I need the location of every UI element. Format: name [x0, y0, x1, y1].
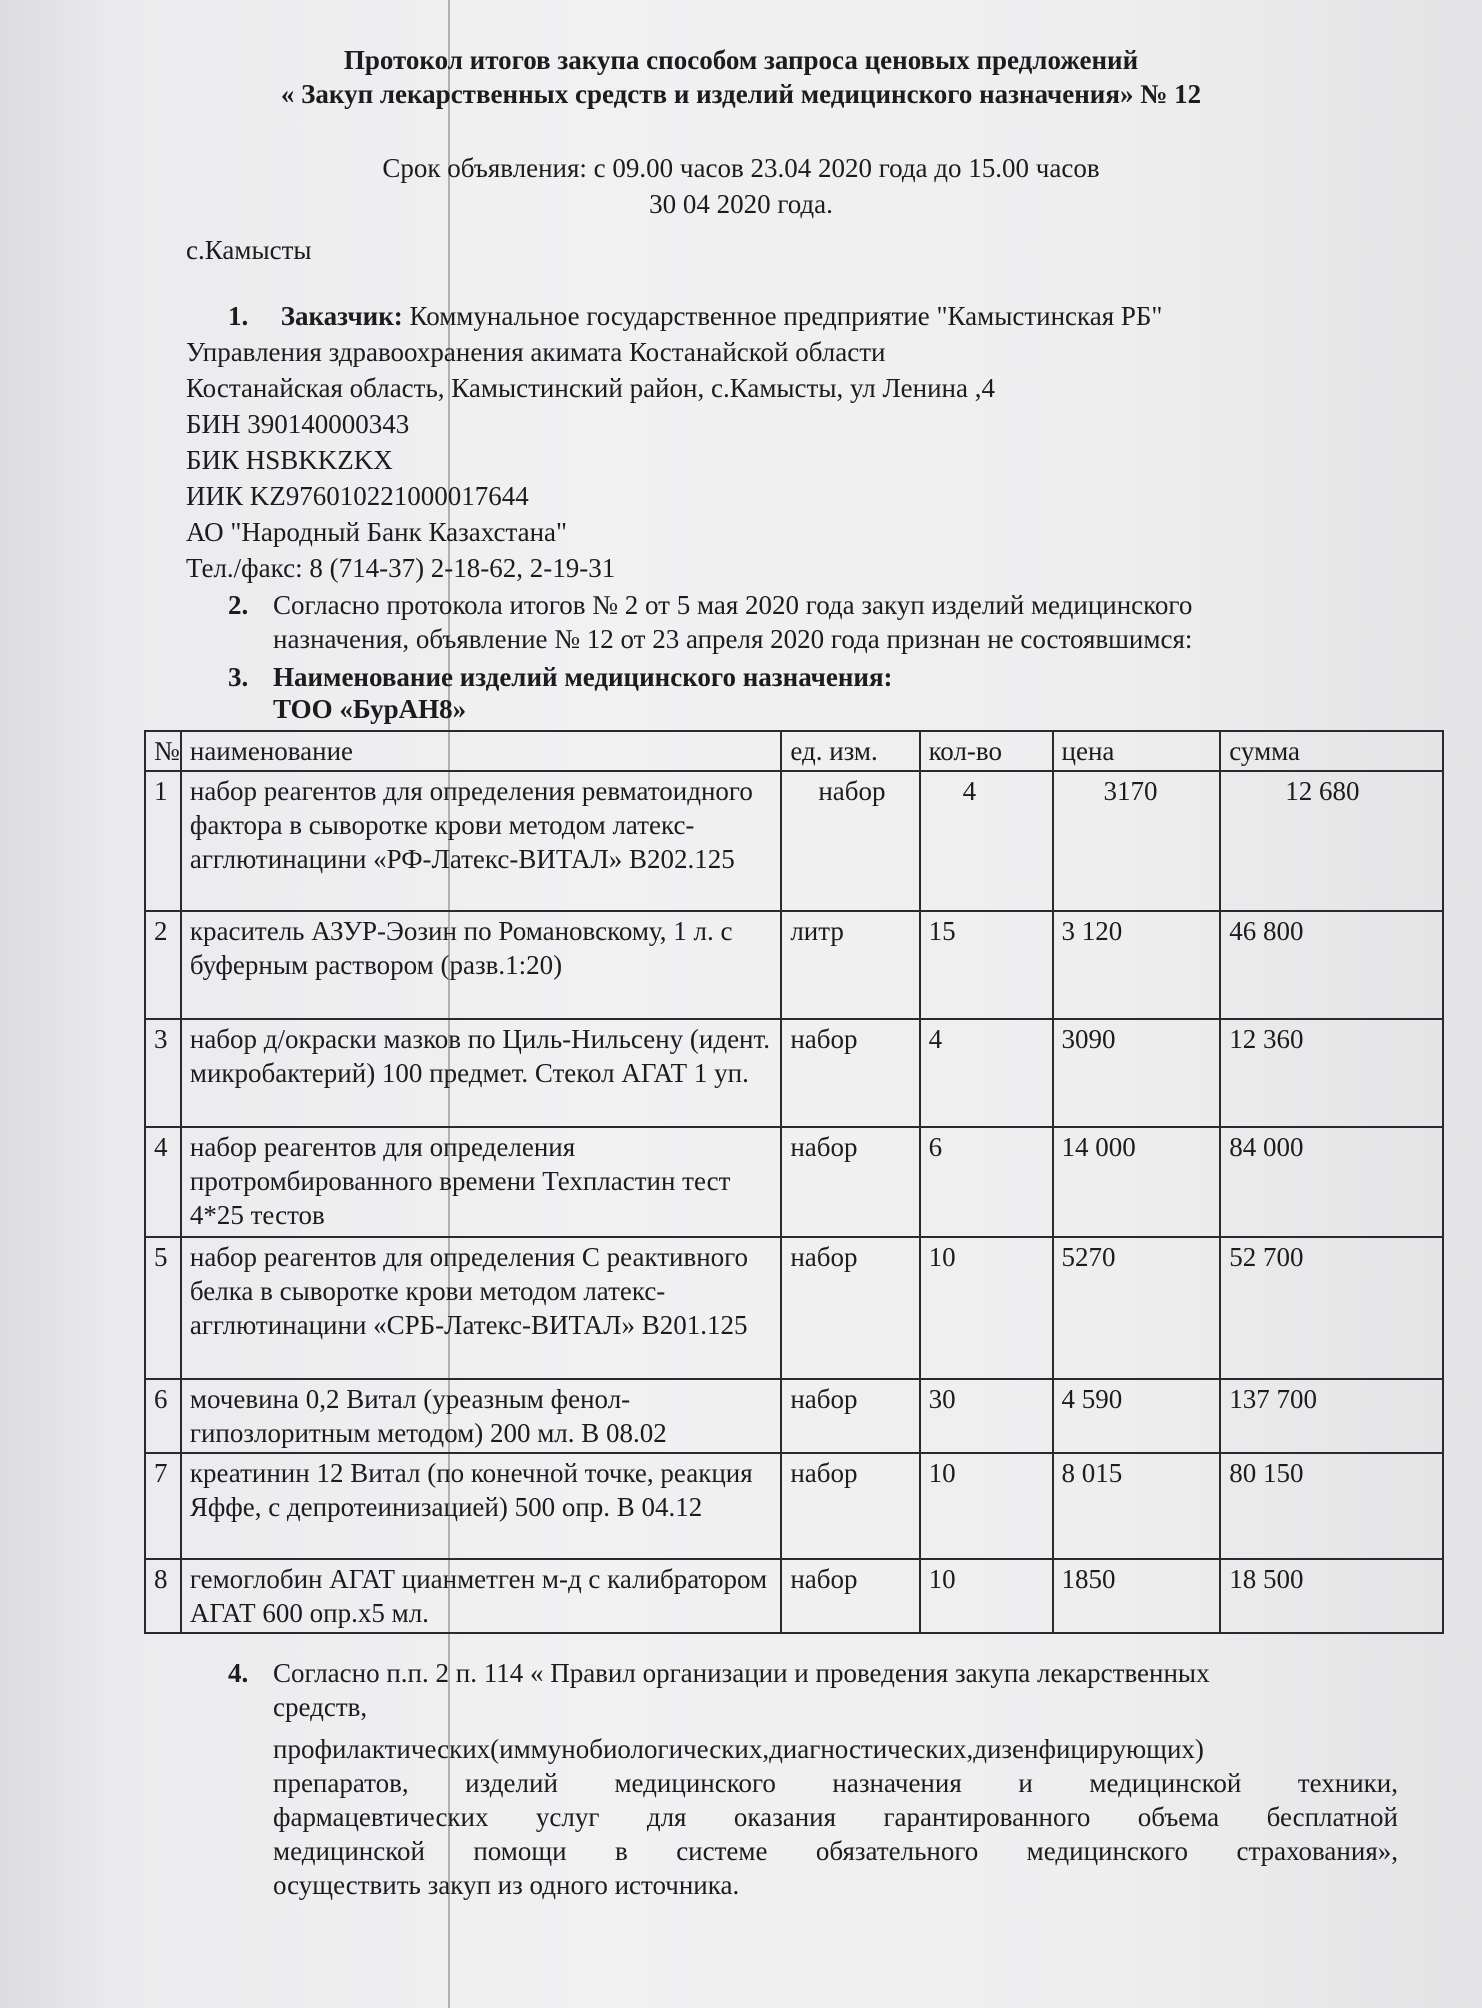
header-number: №: [145, 731, 181, 771]
item-4-line4: препаратов, изделий медицинского назначения и медицинской техники,: [273, 1768, 1398, 1798]
row-number: 8: [145, 1559, 181, 1633]
row-sum: 137 700: [1220, 1379, 1443, 1453]
table-row: [145, 1379, 1443, 1453]
table-row: [145, 1237, 1443, 1379]
deadline-line2: 30 04 2020 года.: [649, 189, 833, 219]
item-4: [228, 1656, 1398, 1902]
row-name: краситель АЗУР-Эозин по Романовскому, 1 л. с буферным раствором (разв.1:20): [181, 911, 781, 1019]
row-price: 1850: [1053, 1559, 1221, 1633]
item-4-line5: фармацевтических услуг для оказания гарантированного объема бесплатной: [273, 1802, 1398, 1832]
row-quantity: 4: [920, 1019, 1053, 1127]
item-2-number: 2.: [228, 590, 249, 620]
row-sum: 80 150: [1220, 1453, 1443, 1559]
header-unit: ед. изм.: [781, 731, 919, 771]
row-sum: 46 800: [1220, 911, 1443, 1019]
row-name: мочевина 0,2 Витал (уреазным фенол-гипозлоритным методом) 200 мл. В 08.02: [181, 1379, 781, 1453]
row-number: 3: [145, 1019, 181, 1127]
customer-number: 1.: [228, 301, 249, 331]
row-unit: набор: [781, 1127, 919, 1237]
item-3: [228, 660, 1398, 724]
row-sum: 12 680: [1220, 771, 1443, 911]
item-4-line7: осуществить закуп из одного источника.: [273, 1870, 740, 1900]
header-quantity: кол-во: [920, 731, 1053, 771]
items-table: [144, 730, 1444, 1634]
document-title-line2: « Закуп лекарственных средств и изделий медицинского назначения» № 12: [280, 79, 1202, 109]
supplier-name: ТОО «БурАН8»: [273, 694, 467, 724]
header-sum: сумма: [1220, 731, 1443, 771]
row-price: 5270: [1053, 1237, 1221, 1379]
customer-name: Коммунальное государственное предприятие "Камыстинская РБ": [409, 301, 1163, 331]
row-quantity: 10: [920, 1559, 1053, 1633]
item-3-number: 3.: [228, 662, 249, 692]
header-price: цена: [1053, 731, 1221, 771]
row-price: 3 120: [1053, 911, 1221, 1019]
customer-line: [228, 298, 1162, 334]
row-unit: набор: [781, 1453, 919, 1559]
table-row: [145, 911, 1443, 1019]
row-name: набор реагентов для определения С реактивного белка в сыворотке крови методом латекс-агглютинацини «СРБ-Латекс-ВИТАЛ» В201.125: [181, 1237, 781, 1379]
place: с.Камысты: [186, 235, 312, 265]
row-number: 6: [145, 1379, 181, 1453]
table-header-row: [145, 731, 1443, 771]
item-4-line2: средств,: [273, 1692, 368, 1722]
customer-bank: АО "Народный Банк Казахстана": [186, 517, 568, 547]
table-row: [145, 771, 1443, 911]
row-number: 2: [145, 911, 181, 1019]
customer-department: Управления здравоохранения акимата Костанайской области: [186, 337, 886, 367]
row-quantity: 15: [920, 911, 1053, 1019]
customer-address: Костанайская область, Камыстинский район, с.Камысты, ул Ленина ,4: [186, 373, 995, 403]
row-unit: набор: [781, 1237, 919, 1379]
row-quantity: 30: [920, 1379, 1053, 1453]
item-2-line1: Согласно протокола итогов № 2 от 5 мая 2020 года закуп изделий медицинского: [273, 590, 1193, 620]
row-sum: 84 000: [1220, 1127, 1443, 1237]
row-number: 7: [145, 1453, 181, 1559]
row-unit: литр: [781, 911, 919, 1019]
header-name: наименование: [181, 731, 781, 771]
row-unit: набор: [781, 1559, 919, 1633]
row-unit: набор: [781, 1019, 919, 1127]
row-quantity: 4: [920, 771, 1053, 911]
row-unit: набор: [781, 771, 919, 911]
table-row: [145, 1559, 1443, 1633]
row-price: 4 590: [1053, 1379, 1221, 1453]
row-unit: набор: [781, 1379, 919, 1453]
customer-label: Заказчик:: [280, 301, 403, 331]
item-3-heading: Наименование изделий медицинского назначения:: [273, 662, 893, 692]
row-sum: 18 500: [1220, 1559, 1443, 1633]
row-quantity: 10: [920, 1453, 1053, 1559]
customer-bin: БИН 390140000343: [186, 409, 410, 439]
item-2-line2: назначения, объявление № 12 от 23 апреля 2020 года признан не состоявшимся:: [273, 624, 1193, 654]
row-price: 3090: [1053, 1019, 1221, 1127]
row-name: креатинин 12 Витал (по конечной точке, реакция Яффе, с депротеинизацией) 500 опр. В 04.12: [181, 1453, 781, 1559]
item-2: [228, 588, 1398, 656]
item-4-line6: медицинской помощи в системе обязательного медицинского страхования»,: [273, 1836, 1398, 1866]
row-number: 4: [145, 1127, 181, 1237]
item-4-line3: профилактических(иммунобиологических,диагностических,дизенфицирующих): [273, 1734, 1204, 1764]
row-price: 8 015: [1053, 1453, 1221, 1559]
table-row: [145, 1019, 1443, 1127]
deadline-line1: Срок объявления: с 09.00 часов 23.04 2020 года до 15.00 часов: [382, 153, 1100, 183]
row-quantity: 10: [920, 1237, 1053, 1379]
item-4-number: 4.: [228, 1658, 249, 1688]
row-name: набор реагентов для определения протромбированного времени Техпластин тест 4*25 тестов: [181, 1127, 781, 1237]
customer-iik: ИИК KZ976010221000017644: [186, 481, 529, 511]
customer-phone: Тел./факс: 8 (714-37) 2-18-62, 2-19-31: [186, 553, 616, 583]
row-name: набор д/окраски мазков по Циль-Нильсену (идент. микробактерий) 100 предмет. Стекол АГАТ 1 уп.: [181, 1019, 781, 1127]
row-sum: 52 700: [1220, 1237, 1443, 1379]
row-price: 14 000: [1053, 1127, 1221, 1237]
table-row: [145, 1127, 1443, 1237]
row-price: 3170: [1053, 771, 1221, 911]
row-quantity: 6: [920, 1127, 1053, 1237]
row-sum: 12 360: [1220, 1019, 1443, 1127]
item-4-line1: Согласно п.п. 2 п. 114 « Правил организации и проведения закупа лекарственных: [273, 1658, 1210, 1688]
row-name: набор реагентов для определения ревматоидного фактора в сыворотке крови методом латекс-агглютинацини «РФ-Латекс-ВИТАЛ» В202.125: [181, 771, 781, 911]
table-row: [145, 1453, 1443, 1559]
row-name: гемоглобин АГАТ цианметген м-д с калибратором АГАТ 600 опр.х5 мл.: [181, 1559, 781, 1633]
document-title-line1: Протокол итогов закупа способом запроса ценовых предложений: [343, 45, 1139, 75]
row-number: 1: [145, 771, 181, 911]
row-number: 5: [145, 1237, 181, 1379]
customer-bik: БИК HSBKKZKX: [186, 445, 393, 475]
